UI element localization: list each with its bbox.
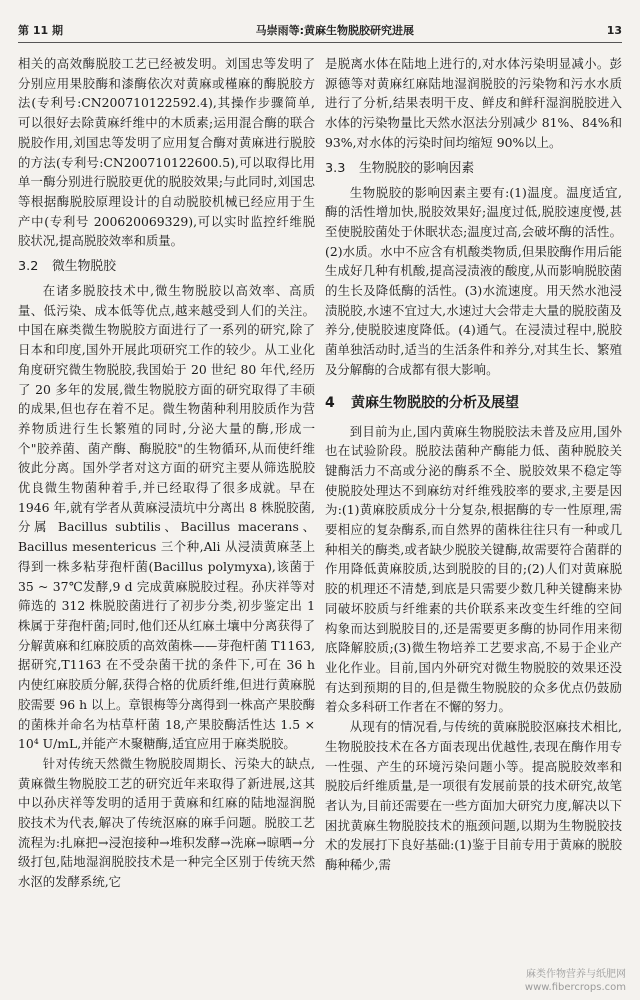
page-number: 13 bbox=[606, 23, 622, 37]
issue-label: 第 11 期 bbox=[18, 24, 63, 37]
running-header bbox=[18, 18, 622, 43]
section-heading-3-2 bbox=[18, 257, 315, 277]
paragraph-continued: 相关的高效酶脱胶工艺已经被发明。刘国忠等发明了分别应用果胶酶和漆酶依次对黄麻或槿麻的酶脱胶方法(专利号:CN200710122592.4),其操作步骤简单,可以很好去除黄麻纤维中的木质素;运用混合酶的联合脱胶作用,刘国忠等发明了应用复合酶对黄麻进行脱胶的方法(专利号:CN200710122600.5),可以取得比用单一酶分别进行脱胶更优的脱胶效果;与此同时,刘国忠等根据酶脱胶原理设计的自动脱胶机械已经应用于生产中(专利号 200620069329),可以实时监控纤维脱胶状况,提高脱胶效率和质量。 bbox=[18, 56, 315, 249]
paragraph-new-process: 针对传统天然微生物脱胶周期长、污染大的缺点,黄麻微生物脱胶工艺的研究近年来取得了新进展,这其中以孙庆祥等发明的适用于黄麻和红麻的陆地湿润脱胶技术为代表,解决了传统沤麻的麻手问题。脱胶工艺流程为:扎麻把→浸泡接种→堆积发酵→洗麻→晾晒→分级打包,陆地湿润脱胶技术是一种完全区别于传统天然水沤的发酵系统,它 bbox=[18, 755, 315, 890]
section-title: 黄麻生物脱胶的分析及展望 bbox=[351, 394, 519, 411]
right-column bbox=[325, 54, 622, 979]
section-number: 4 bbox=[325, 394, 335, 411]
section-number: 3.2 bbox=[18, 259, 39, 275]
watermark-name: 麻类作物营养与纸肥网 bbox=[526, 969, 626, 980]
paragraph-outlook: 从现有的情况看,与传统的黄麻脱胶沤麻技术相比,生物脱胶技术在各方面表现出优越性,表现在酶作用专一性强、产生的环境污染问题小等。提高脱胶效率和脱胶后纤维质量,是一项很有发展前景的技术研究,故笔者认为,目前还需要在一些方面加大研究力度,解决以下困扰黄麻生物脱胶技术的瓶颈问题,以期为生物脱胶技术的发展打下良好基础:(1)鉴于目前专用于黄麻的脱胶酶种稀少,需 bbox=[325, 719, 622, 873]
section-number: 3.3 bbox=[325, 160, 346, 176]
section-title: 生物脱胶的影响因素 bbox=[359, 160, 475, 176]
running-title: 马崇雨等:黄麻生物脱胶研究进展 bbox=[255, 24, 415, 37]
section-heading-3-3 bbox=[325, 159, 622, 179]
paragraph-microbial-degumming: 在诸多脱胶技术中,微生物脱胶以高效率、高质量、低污染、成本低等优点,越来越受到人们的关注。中国在麻类微生物脱胶方面进行了一系列的研究,除了日本和印度,国外开展此项研究工作的较少。从工业化角度研究微生物脱胶,我国始于 20 世纪 80 年代,经历了 20 多年的发展,微生物脱胶方面的研究取得了丰硕的成果,但也存在着不足。微生物菌种利用胶质作为营养物质进行生长繁殖的同时,分泌大量的酶,形成一个"胶养菌、菌产酶、酶脱胶"的生物循环,从而使纤维彼此分离。国外学者对这方面的研究主要从筛选脱胶优良微生物菌种着手,并已经取得了很多成就。早在 1946 年,就有学者从黄麻浸渍坑中分离出 8 株脱胶菌,分属 Bacillus subtilis、Bacillus macerans、Bacillus mesentericus 三个种,Ali 从浸渍黄麻茎上得到一株多粘芽孢杆菌(Bacillus polymyxa),该菌于 35 ~ 37℃发酵,9 d 完成黄麻脱胶过程。孙庆祥等对筛选的 312 株脱胶菌进行了初步分类,初步鉴定出 1 株属于芽孢杆菌;同时,他们还从红麻土壤中分离获得了分解黄麻和红麻胶质的高效菌株——芽孢杆菌 T1163,据研究,T1163 在不受杂菌干扰的条件下,可在 36 h 内使红麻胶质分解,获得合格的优质纤维,但进行黄麻脱胶需要 96 h 以上。章银梅等分离得到一株高产果胶酶的菌株并命名为枯草杆菌 18,产果胶酶活性达 1.5 × 10⁴ U/mL,并能产木聚糖酶,适宜应用于麻类脱胶。 bbox=[18, 283, 315, 752]
watermark-url: www.fibercrops.com bbox=[524, 982, 626, 993]
paragraph-continued: 是脱离水体在陆地上进行的,对水体污染明显减小。彭源德等对黄麻红麻陆地湿润脱胶的污染物和污水水质进行了分析,结果表明干皮、鲜皮和鲜秆湿润脱胶进入水体的污染物量比天然水沤法分别减少 81%、84%和 93%,对水体的污染时间均缩短 90%以上。 bbox=[325, 56, 622, 150]
paragraph-influencing-factors: 生物脱胶的影响因素主要有:(1)温度。温度适宜,酶的活性增加快,脱胶效果好;温度过低,脱胶速度慢,甚至使脱胶菌处于休眠状态;温度过高,会破坏酶的活性。(2)水质。水中不应含有机酸类物质,但果胶酶作用后能生成好几种有机酸,提高浸渍液的酸度,从而影响脱胶菌的生长及降低酶的活性。(3)水流速度。用天然水池浸渍脱胶,水速不宜过大,水速过大会带走大量的脱胶菌及养分,使脱胶速度降低。(4)通气。在浸渍过程中,脱胶菌单独活动时,适当的生活条件和养分,对其生长、繁殖及分解酶的合成都有很大影响。 bbox=[325, 184, 622, 377]
paragraph-analysis: 到目前为止,国内黄麻生物脱胶法未普及应用,国外也在试验阶段。脱胶法菌种产酶能力低、菌种脱胶关键酶活力不高或分泌的酶系不全、脱胶效果不稳定等使脱胶处理达不到麻纺对纤维残胶率的要求,主要是因为:(1)黄麻胶质成分十分复杂,根据酶的专一性原理,需要相应的复杂酶系,而自然界的菌株往往只有一种或几种相关的酶类,或者缺少脱胶关键酶,故需要符合菌群的作用降低黄麻胶质,达到脱胶的目的;(2)人们对黄麻脱胶的机理还不清楚,到底是只需要少数几种关键酶来协同破坏胶质与纤维素的共价联系来改变生纤维的空间构象而达到脱胶目的,还是需要更多酶的协同作用来彻底降解胶质;(3)微生物培养工艺要求高,不易于企业产业化作业。目前,国内外研究对微生物脱胶的效果还没有达到预期的目的,但是微生物脱胶的众多优点仍鼓励着众多科研工作者在不懈的努力。 bbox=[325, 423, 622, 715]
left-column bbox=[18, 54, 315, 979]
site-watermark bbox=[525, 968, 626, 994]
section-title: 微生物脱胶 bbox=[52, 259, 116, 275]
section-heading-4 bbox=[325, 392, 622, 414]
